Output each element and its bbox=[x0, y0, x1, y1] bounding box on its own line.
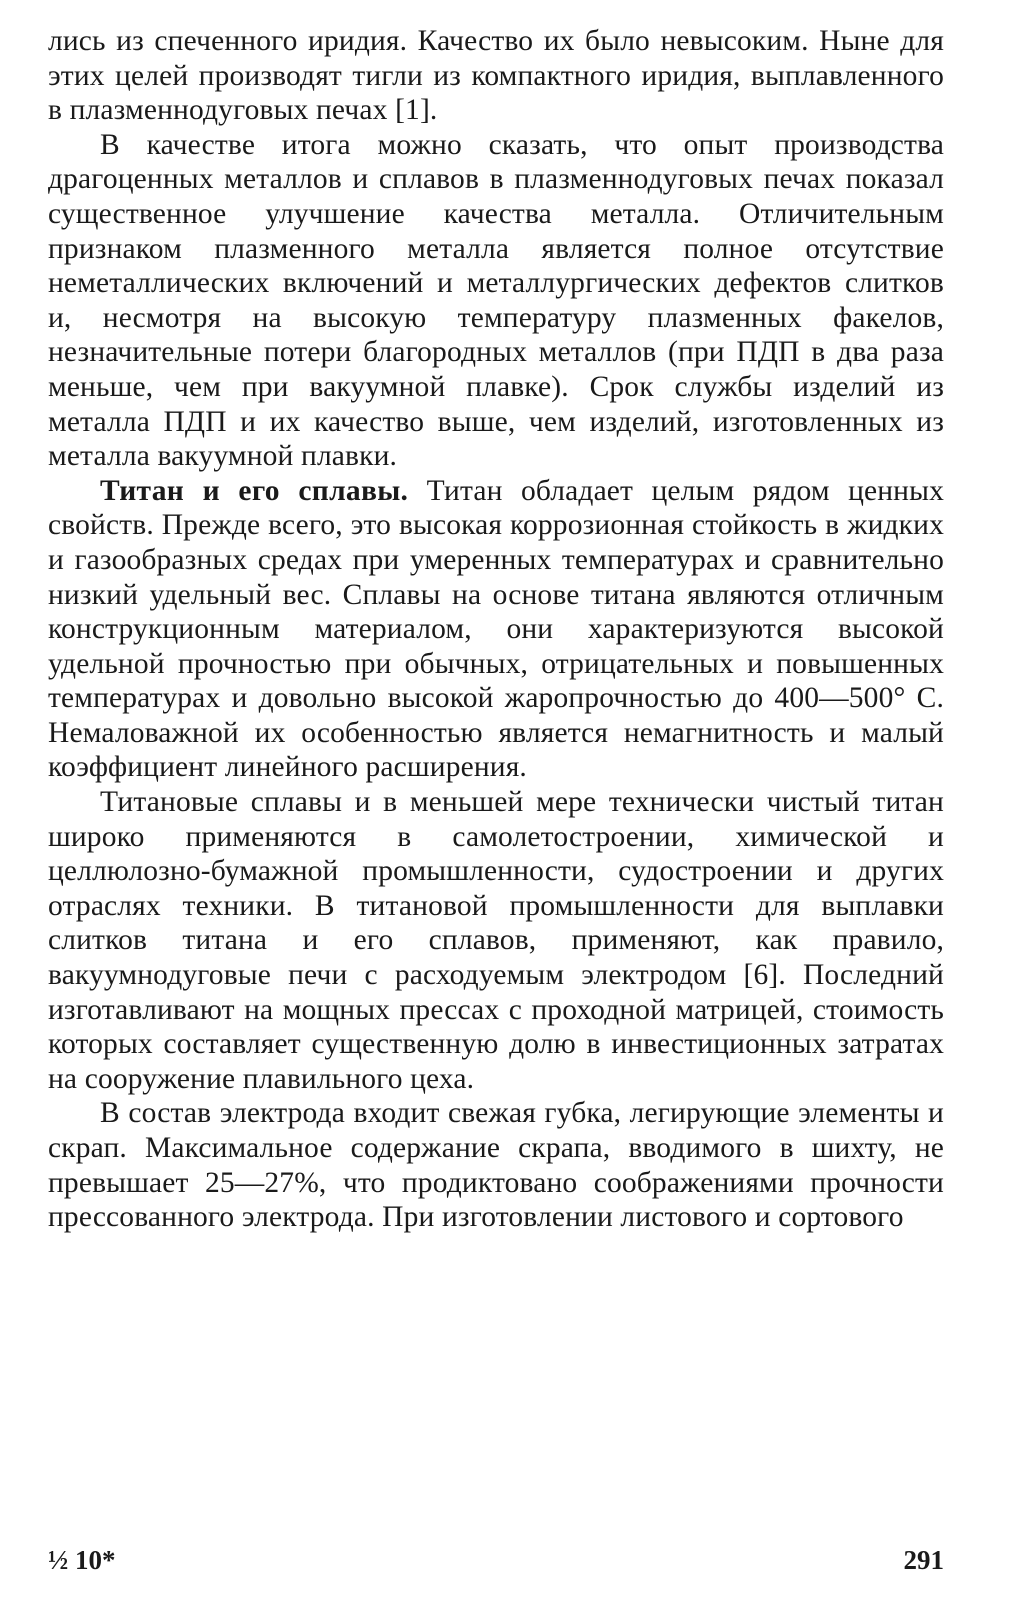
paragraph-text: лись из спеченного иридия. Качество их было невысоким. Ныне для этих целей производят тигли из компактного иридия, выплавленного в плазменнодуговых печах [1]. bbox=[48, 25, 944, 127]
body-text bbox=[48, 24, 944, 1235]
paragraph-iridium-crucibles bbox=[48, 24, 944, 128]
page-number: 291 bbox=[903, 1545, 944, 1575]
paragraph-text: В состав электрода входит свежая губка, легирующие элементы и скрап. Максимальное содержание скрапа, вводимого в шихту, не превышает 25—27%, что продиктовано соображениями прочности прессованного электрода. При изготовлении листового и сортового bbox=[48, 1097, 944, 1234]
book-page bbox=[48, 24, 944, 1576]
paragraph-electrode-composition bbox=[48, 1096, 944, 1234]
paragraph-titanium-applications bbox=[48, 785, 944, 1096]
paragraph-text: Титан обладает целым рядом ценных свойств. Прежде всего, это высокая коррозионная стойкость в жидких и газообразных средах при умеренных температурах и сравнительно низкий удельный вес. Сплавы на основе титана являются отличным конструкционным материалом, они характеризуются высокой удельной прочностью при обычных, отрицательных и повышенных температурах и довольно высокой жаропрочностью до 400—500° С. Немаловажной их особенностью является немагнитность и малый коэффициент линейного расширения. bbox=[48, 474, 944, 784]
page-footer bbox=[48, 1536, 944, 1576]
section-run-in-heading: Титан и его сплавы. bbox=[100, 474, 409, 507]
paragraph-titanium-alloys bbox=[48, 474, 944, 785]
printer-signature-mark: ½ 10* bbox=[48, 1545, 116, 1575]
paragraph-text: В качестве итога можно сказать, что опыт производства драгоценных металлов и сплавов в плазменнодуговых печах показал существенное улучшение качества металла. Отличительным признаком плазменного металла является полное отсутствие неметаллических включений и металлургических дефектов слитков и, несмотря на высокую температуру плазменных факелов, незначительные потери благородных металлов (при ПДП в два раза меньше, чем при вакуумной плавке). Срок службы изделий из металла ПДП и их качество выше, чем изделий, изготовленных из металла вакуумной плавки. bbox=[48, 128, 944, 473]
paragraph-summary-precious-metals bbox=[48, 128, 944, 474]
paragraph-text: Титановые сплавы и в меньшей мере технически чистый титан широко применяются в самолетостроении, химической и целлюлозно-бумажной промышленности, судостроении и других отраслях техники. В титановой промышленности для выплавки слитков титана и его сплавов, применяют, как правило, вакуумнодуговые печи с расходуемым электродом [6]. Последний изготавливают на мощных прессах с проходной матрицей, стоимость которых составляет существенную долю в инвестиционных затратах на сооружение плавильного цеха. bbox=[48, 786, 944, 1095]
